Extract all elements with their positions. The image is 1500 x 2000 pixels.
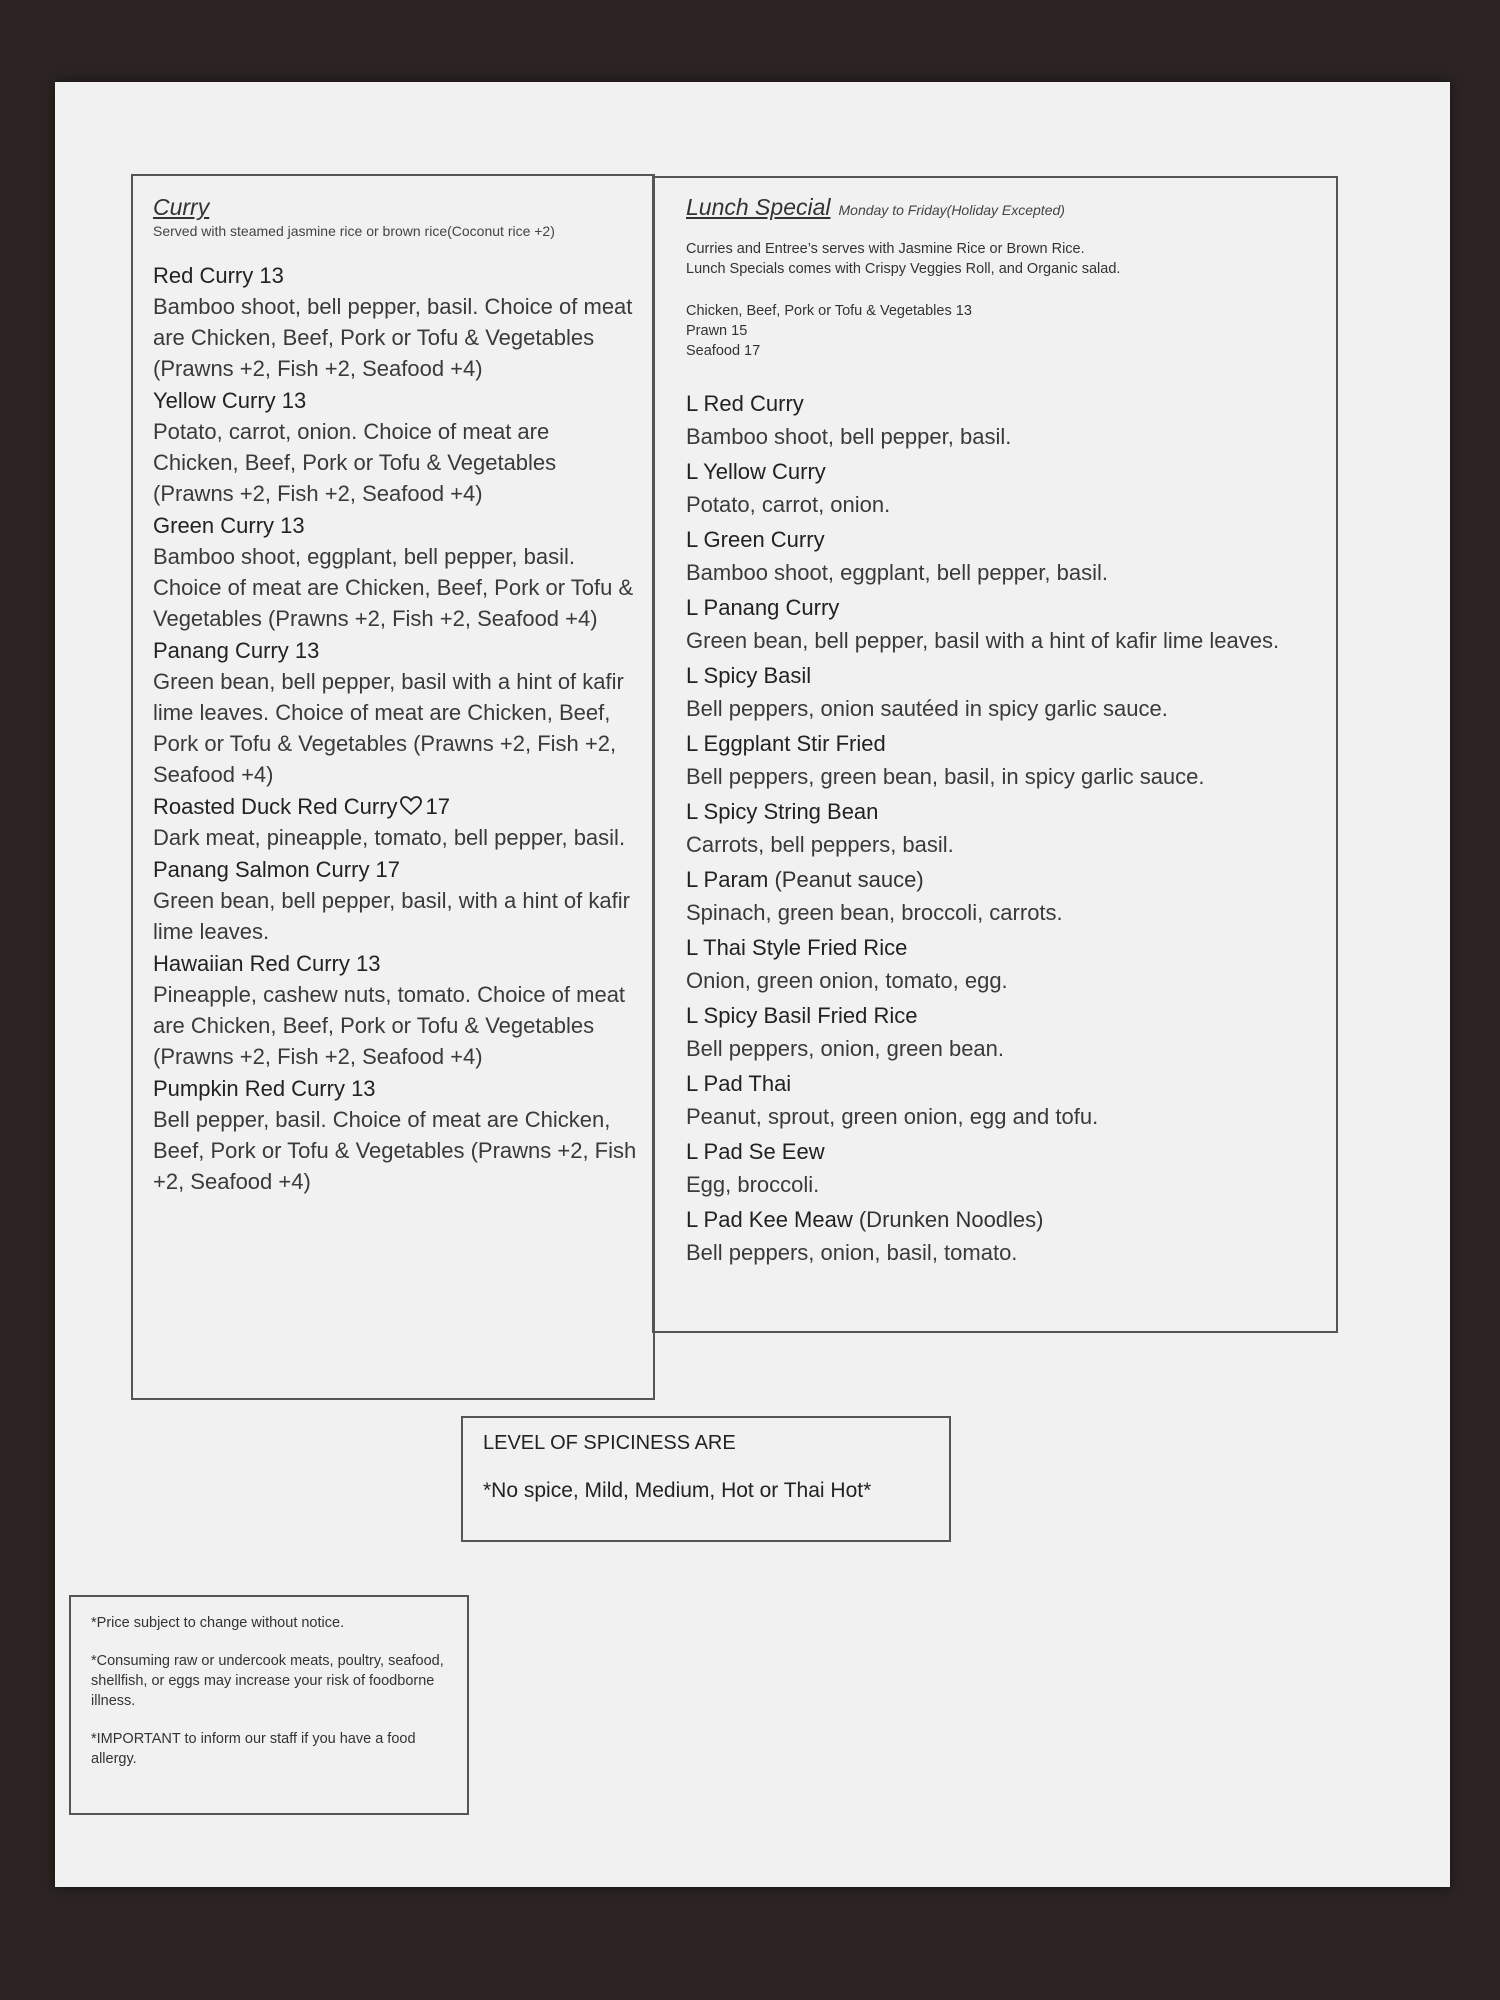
lunch-item bbox=[686, 591, 1316, 657]
lunch-subtitle: Monday to Friday(Holiday Excepted) bbox=[838, 202, 1065, 218]
curry-item-desc: Potato, carrot, onion. Choice of meat are Chicken, Beef, Pork or Tofu & Vegetables (Prawns +2, Fish +2, Seafood +4) bbox=[153, 419, 557, 506]
lunch-intro-line: Lunch Specials comes with Crispy Veggies Roll, and Organic salad. bbox=[686, 261, 1121, 277]
lunch-special-section bbox=[652, 176, 1338, 1333]
lunch-item-desc: Carrots, bell peppers, basil. bbox=[686, 832, 954, 857]
lunch-item-name-row bbox=[686, 455, 1316, 488]
lunch-item-note: (Peanut sauce) bbox=[774, 867, 924, 892]
lunch-item-name-row bbox=[686, 931, 1316, 964]
lunch-item-name: L Panang Curry bbox=[686, 595, 840, 620]
curry-item-name: Panang Curry 13 bbox=[153, 638, 320, 663]
curry-item bbox=[153, 511, 639, 634]
curry-item-desc: Bell pepper, basil. Choice of meat are Chicken, Beef, Pork or Tofu & Vegetables (Prawns +2, Fish +2, Seafood +4) bbox=[153, 1107, 637, 1194]
lunch-item-desc: Peanut, sprout, green onion, egg and tofu. bbox=[686, 1104, 1099, 1129]
price-notice: *Price subject to change without notice. bbox=[91, 1615, 345, 1631]
lunch-item-name: L Spicy Basil Fried Rice bbox=[686, 1003, 918, 1028]
lunch-item-name-row bbox=[686, 795, 1316, 828]
curry-item bbox=[153, 386, 639, 509]
lunch-item-name-row bbox=[686, 1067, 1316, 1100]
lunch-item bbox=[686, 1203, 1316, 1269]
lunch-list bbox=[686, 387, 1316, 1269]
curry-item-desc: Bamboo shoot, bell pepper, basil. Choice of meat are Chicken, Beef, Pork or Tofu & Vegetables (Prawns +2, Fish +2, Seafood +4) bbox=[153, 294, 633, 381]
curry-item-desc: Green bean, bell pepper, basil, with a hint of kafir lime leaves. bbox=[153, 888, 630, 944]
curry-title: Curry bbox=[153, 194, 210, 220]
notes-box bbox=[69, 1595, 469, 1815]
curry-item-desc: Dark meat, pineapple, tomato, bell pepper, basil. bbox=[153, 825, 626, 850]
lunch-item bbox=[686, 727, 1316, 793]
curry-item-desc: Bamboo shoot, eggplant, bell pepper, basil. Choice of meat are Chicken, Beef, Pork or Tofu & Vegetables (Prawns +2, Fish +2, Seafood +4) bbox=[153, 544, 634, 631]
lunch-item-desc: Egg, broccoli. bbox=[686, 1172, 820, 1197]
lunch-item-desc: Bell peppers, green bean, basil, in spicy garlic sauce. bbox=[686, 764, 1205, 789]
lunch-item bbox=[686, 863, 1316, 929]
curry-item bbox=[153, 636, 639, 790]
curry-item-name: Roasted Duck Red Curry bbox=[153, 794, 398, 819]
lunch-item-name: L Spicy Basil bbox=[686, 663, 812, 688]
curry-item-desc: Pineapple, cashew nuts, tomato. Choice of meat are Chicken, Beef, Pork or Tofu & Vegetables (Prawns +2, Fish +2, Seafood +4) bbox=[153, 982, 626, 1069]
lunch-item bbox=[686, 455, 1316, 521]
lunch-item-name-row bbox=[686, 863, 1316, 896]
spiciness-title: LEVEL OF SPICINESS ARE bbox=[483, 1432, 736, 1454]
spiciness-levels: *No spice, Mild, Medium, Hot or Thai Hot* bbox=[483, 1479, 872, 1502]
lunch-item-desc: Bamboo shoot, eggplant, bell pepper, basil. bbox=[686, 560, 1108, 585]
curry-item-name: Hawaiian Red Curry 13 bbox=[153, 951, 381, 976]
curry-item bbox=[153, 792, 639, 853]
lunch-item-desc: Green bean, bell pepper, basil with a hint of kafir lime leaves. bbox=[686, 628, 1280, 653]
lunch-item-desc: Onion, green onion, tomato, egg. bbox=[686, 968, 1008, 993]
curry-item-name: Panang Salmon Curry 17 bbox=[153, 857, 401, 882]
lunch-item-name: L Pad Se Eew bbox=[686, 1139, 825, 1164]
curry-item-name: Pumpkin Red Curry 13 bbox=[153, 1076, 376, 1101]
lunch-item-desc: Bell peppers, onion, basil, tomato. bbox=[686, 1240, 1018, 1265]
heart-icon bbox=[400, 794, 422, 814]
lunch-item-name: L Red Curry bbox=[686, 391, 804, 416]
curry-item bbox=[153, 855, 639, 947]
lunch-header bbox=[686, 194, 1316, 221]
curry-item-name: Green Curry 13 bbox=[153, 513, 305, 538]
curry-item-name: Yellow Curry 13 bbox=[153, 388, 307, 413]
curry-section bbox=[131, 174, 655, 1400]
allergy-notice: *IMPORTANT to inform our staff if you have a food allergy. bbox=[91, 1731, 416, 1767]
lunch-item-desc: Bell peppers, onion sautéed in spicy garlic sauce. bbox=[686, 696, 1168, 721]
lunch-item-name: L Yellow Curry bbox=[686, 459, 826, 484]
lunch-item-name-row bbox=[686, 387, 1316, 420]
lunch-item-name-row bbox=[686, 1135, 1316, 1168]
lunch-item bbox=[686, 795, 1316, 861]
lunch-item-name-row bbox=[686, 727, 1316, 760]
lunch-item-name-row bbox=[686, 659, 1316, 692]
lunch-item bbox=[686, 387, 1316, 453]
lunch-item-name: L Spicy String Bean bbox=[686, 799, 879, 824]
lunch-item bbox=[686, 999, 1316, 1065]
lunch-item-name: L Thai Style Fried Rice bbox=[686, 935, 908, 960]
lunch-item bbox=[686, 523, 1316, 589]
lunch-item-name-row bbox=[686, 1203, 1316, 1236]
lunch-item-name-row bbox=[686, 591, 1316, 624]
lunch-item-name-row bbox=[686, 999, 1316, 1032]
lunch-item-name: L Green Curry bbox=[686, 527, 825, 552]
curry-item-name-row bbox=[153, 792, 639, 822]
curry-item-price: 17 bbox=[425, 794, 451, 819]
menu-page bbox=[55, 82, 1450, 1887]
lunch-item-desc: Bamboo shoot, bell pepper, basil. bbox=[686, 424, 1012, 449]
health-warning: *Consuming raw or undercook meats, poultry, seafood, shellfish, or eggs may increase your risk of foodborne illness. bbox=[91, 1653, 444, 1709]
curry-item-name: Red Curry 13 bbox=[153, 263, 284, 288]
curry-list bbox=[153, 261, 639, 1197]
lunch-item-desc: Potato, carrot, onion. bbox=[686, 492, 891, 517]
lunch-price-line: Chicken, Beef, Pork or Tofu & Vegetables 13 bbox=[686, 303, 972, 319]
lunch-item-note: (Drunken Noodles) bbox=[858, 1207, 1044, 1232]
curry-item-desc: Green bean, bell pepper, basil with a hint of kafir lime leaves. Choice of meat are Chicken, Beef, Pork or Tofu & Vegetables (Prawns +2, Fish +2, Seafood +4) bbox=[153, 669, 624, 787]
lunch-item bbox=[686, 1135, 1316, 1201]
lunch-item bbox=[686, 659, 1316, 725]
lunch-item-name: L Pad Kee Meaw bbox=[686, 1207, 853, 1232]
lunch-item bbox=[686, 1067, 1316, 1133]
lunch-item-name-row bbox=[686, 523, 1316, 556]
lunch-intro-line: Curries and Entree’s serves with Jasmine Rice or Brown Rice. bbox=[686, 241, 1085, 257]
curry-item bbox=[153, 1074, 639, 1197]
lunch-item-desc: Spinach, green bean, broccoli, carrots. bbox=[686, 900, 1063, 925]
lunch-item-name: L Param bbox=[686, 867, 769, 892]
curry-subtitle: Served with steamed jasmine rice or brown rice(Coconut rice +2) bbox=[153, 223, 555, 239]
lunch-price-line: Prawn 15 bbox=[686, 323, 748, 339]
lunch-price-line: Seafood 17 bbox=[686, 343, 761, 359]
curry-item bbox=[153, 261, 639, 384]
lunch-title: Lunch Special bbox=[686, 194, 831, 220]
curry-item bbox=[153, 949, 639, 1072]
lunch-item-name: L Eggplant Stir Fried bbox=[686, 731, 886, 756]
lunch-item bbox=[686, 931, 1316, 997]
lunch-item-desc: Bell peppers, onion, green bean. bbox=[686, 1036, 1005, 1061]
spiciness-box bbox=[461, 1416, 951, 1542]
lunch-item-name: L Pad Thai bbox=[686, 1071, 792, 1096]
